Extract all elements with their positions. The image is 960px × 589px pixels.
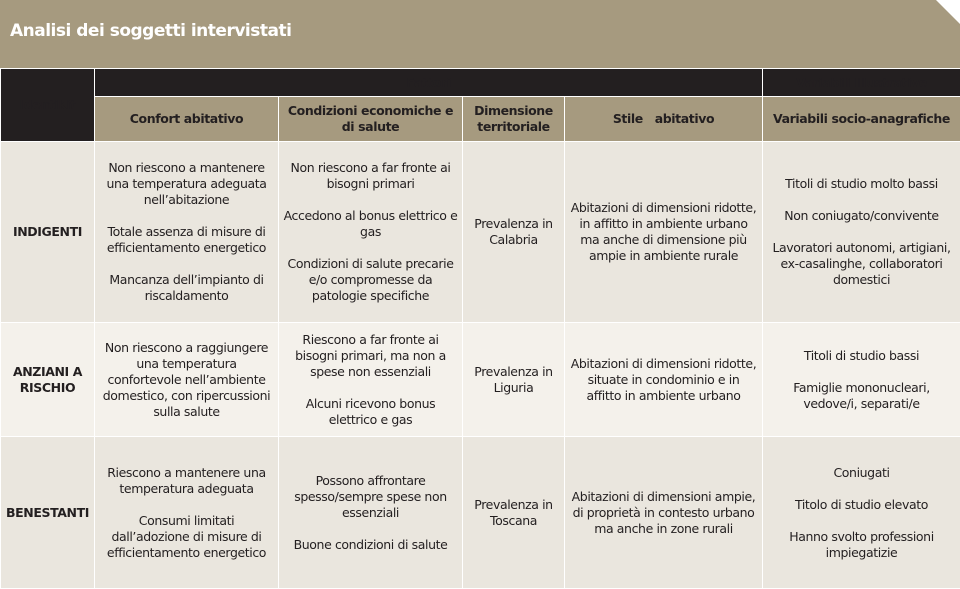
- cell-text: Non riescono a far fronte ai bisogni primari: [283, 160, 458, 192]
- cell-text: Riescono a far fronte ai bisogni primari, ma non a spese non essenziali: [283, 332, 458, 380]
- table-row: [1, 323, 960, 437]
- cell-text: Abitazioni di dimensioni ridotte, situate in condominio e in affitto in ambiente urbano: [569, 356, 758, 404]
- cell-condizioni: [279, 142, 463, 323]
- cell-text: Accedono al bonus elettrico e gas: [283, 208, 458, 240]
- cell-stile: [565, 323, 763, 437]
- cell-text: Titoli di studio molto bassi: [767, 176, 956, 192]
- folded-corner: [936, 0, 960, 24]
- column-header: Condizioni economiche e di salute: [279, 97, 463, 142]
- cell-variabili: [763, 323, 960, 437]
- cell-text: Coniugati: [767, 465, 956, 481]
- row-label: INDIGENTI: [1, 142, 95, 323]
- row-label: BENESTANTI: [1, 437, 95, 589]
- column-header: Confort abitativo: [95, 97, 279, 142]
- cell-text: Consumi limitati dall’adozione di misure di efficientamento energetico: [99, 513, 274, 561]
- cell-stile: [565, 437, 763, 589]
- cell-text: Prevalenza in Toscana: [467, 497, 560, 529]
- cell-text: Alcuni ricevono bonus elettrico e gas: [283, 396, 458, 428]
- table-row: [1, 142, 960, 323]
- cell-text: Condizioni di salute precarie e/o compromesse da patologie specifiche: [283, 256, 458, 304]
- cell-text: Famiglie mononucleari, vedove/i, separati/e: [767, 380, 956, 412]
- cell-text: Buone condizioni di salute: [283, 537, 458, 553]
- header-variabili-illustrative: Variabili Illustrative: [763, 69, 960, 97]
- cell-text: Non coniugato/convivente: [767, 208, 956, 224]
- header-identikit: Identikit: [1, 69, 95, 142]
- cell-condizioni: [279, 323, 463, 437]
- cell-text: Non riescono a mantenere una temperatura adeguata nell’abitazione: [99, 160, 274, 208]
- cell-text: Totale assenza di misure di efficientamento energetico: [99, 224, 274, 256]
- column-header: Variabili socio-anagrafiche: [763, 97, 960, 142]
- cell-dimensione: [463, 142, 565, 323]
- cell-text: Titoli di studio bassi: [767, 348, 956, 364]
- table-row: [1, 437, 960, 589]
- cell-stile: [565, 142, 763, 323]
- cell-text: Abitazioni di dimensioni ridotte, in affitto in ambiente urbano ma anche di dimensione più ampie in ambiente rurale: [569, 200, 758, 264]
- cell-text: Lavoratori autonomi, artigiani, ex-casalinghe, collaboratori domestici: [767, 240, 956, 288]
- row-label: ANZIANI A RISCHIO: [1, 323, 95, 437]
- cell-condizioni: [279, 437, 463, 589]
- cell-text: Abitazioni di dimensioni ampie, di proprietà in contesto urbano ma anche in zone rurali: [569, 489, 758, 537]
- page-title: Analisi dei soggetti intervistati: [10, 21, 291, 41]
- header-fattori: Fattori: [95, 69, 763, 97]
- title-band: [0, 0, 960, 68]
- column-header: Stile abitativo: [565, 97, 763, 142]
- cell-variabili: [763, 142, 960, 323]
- cell-text: Titolo di studio elevato: [767, 497, 956, 513]
- cell-text: Hanno svolto professioni impiegatizie: [767, 529, 956, 561]
- cell-variabili: [763, 437, 960, 589]
- cell-text: Non riescono a raggiungere una temperatura confortevole nell’ambiente domestico, con ripercussioni sulla salute: [99, 340, 274, 420]
- cell-confort: [95, 142, 279, 323]
- cell-text: Mancanza dell’impianto di riscaldamento: [99, 272, 274, 304]
- cell-confort: [95, 437, 279, 589]
- cell-confort: [95, 323, 279, 437]
- cell-dimensione: [463, 323, 565, 437]
- column-header: Dimensione territoriale: [463, 97, 565, 142]
- identikit-table: [0, 68, 960, 589]
- cell-text: Prevalenza in Calabria: [467, 216, 560, 248]
- cell-text: Prevalenza in Liguria: [467, 364, 560, 396]
- cell-dimensione: [463, 437, 565, 589]
- cell-text: Possono affrontare spesso/sempre spese non essenziali: [283, 473, 458, 521]
- cell-text: Riescono a mantenere una temperatura adeguata: [99, 465, 274, 497]
